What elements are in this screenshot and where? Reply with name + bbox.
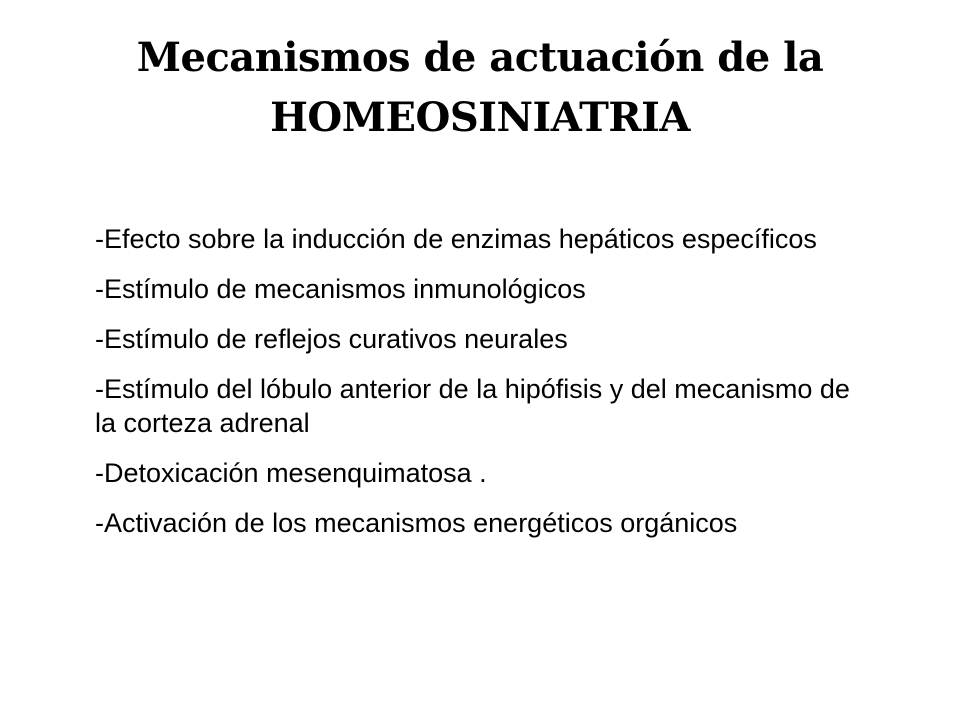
list-item: -Estímulo de reflejos curativos neurales (95, 324, 568, 354)
title-line-2: HOMEOSINIATRIA (270, 94, 690, 141)
list-item: -Activación de los mecanismos energéticos orgánicos (95, 508, 738, 538)
title-line-1: Mecanismos de actuación de la (136, 34, 824, 81)
slide-title (60, 28, 900, 148)
list-item: -Efecto sobre la inducción de enzimas hepáticos específicos (95, 224, 817, 254)
list-item: -Detoxicación mesenquimatosa . (95, 458, 487, 488)
bullet-list (95, 222, 875, 556)
list-item: -Estímulo del lóbulo anterior de la hipófisis y del mecanismo de la corteza adrenal (95, 374, 850, 438)
list-item: -Estímulo de mecanismos inmunológicos (95, 274, 586, 304)
